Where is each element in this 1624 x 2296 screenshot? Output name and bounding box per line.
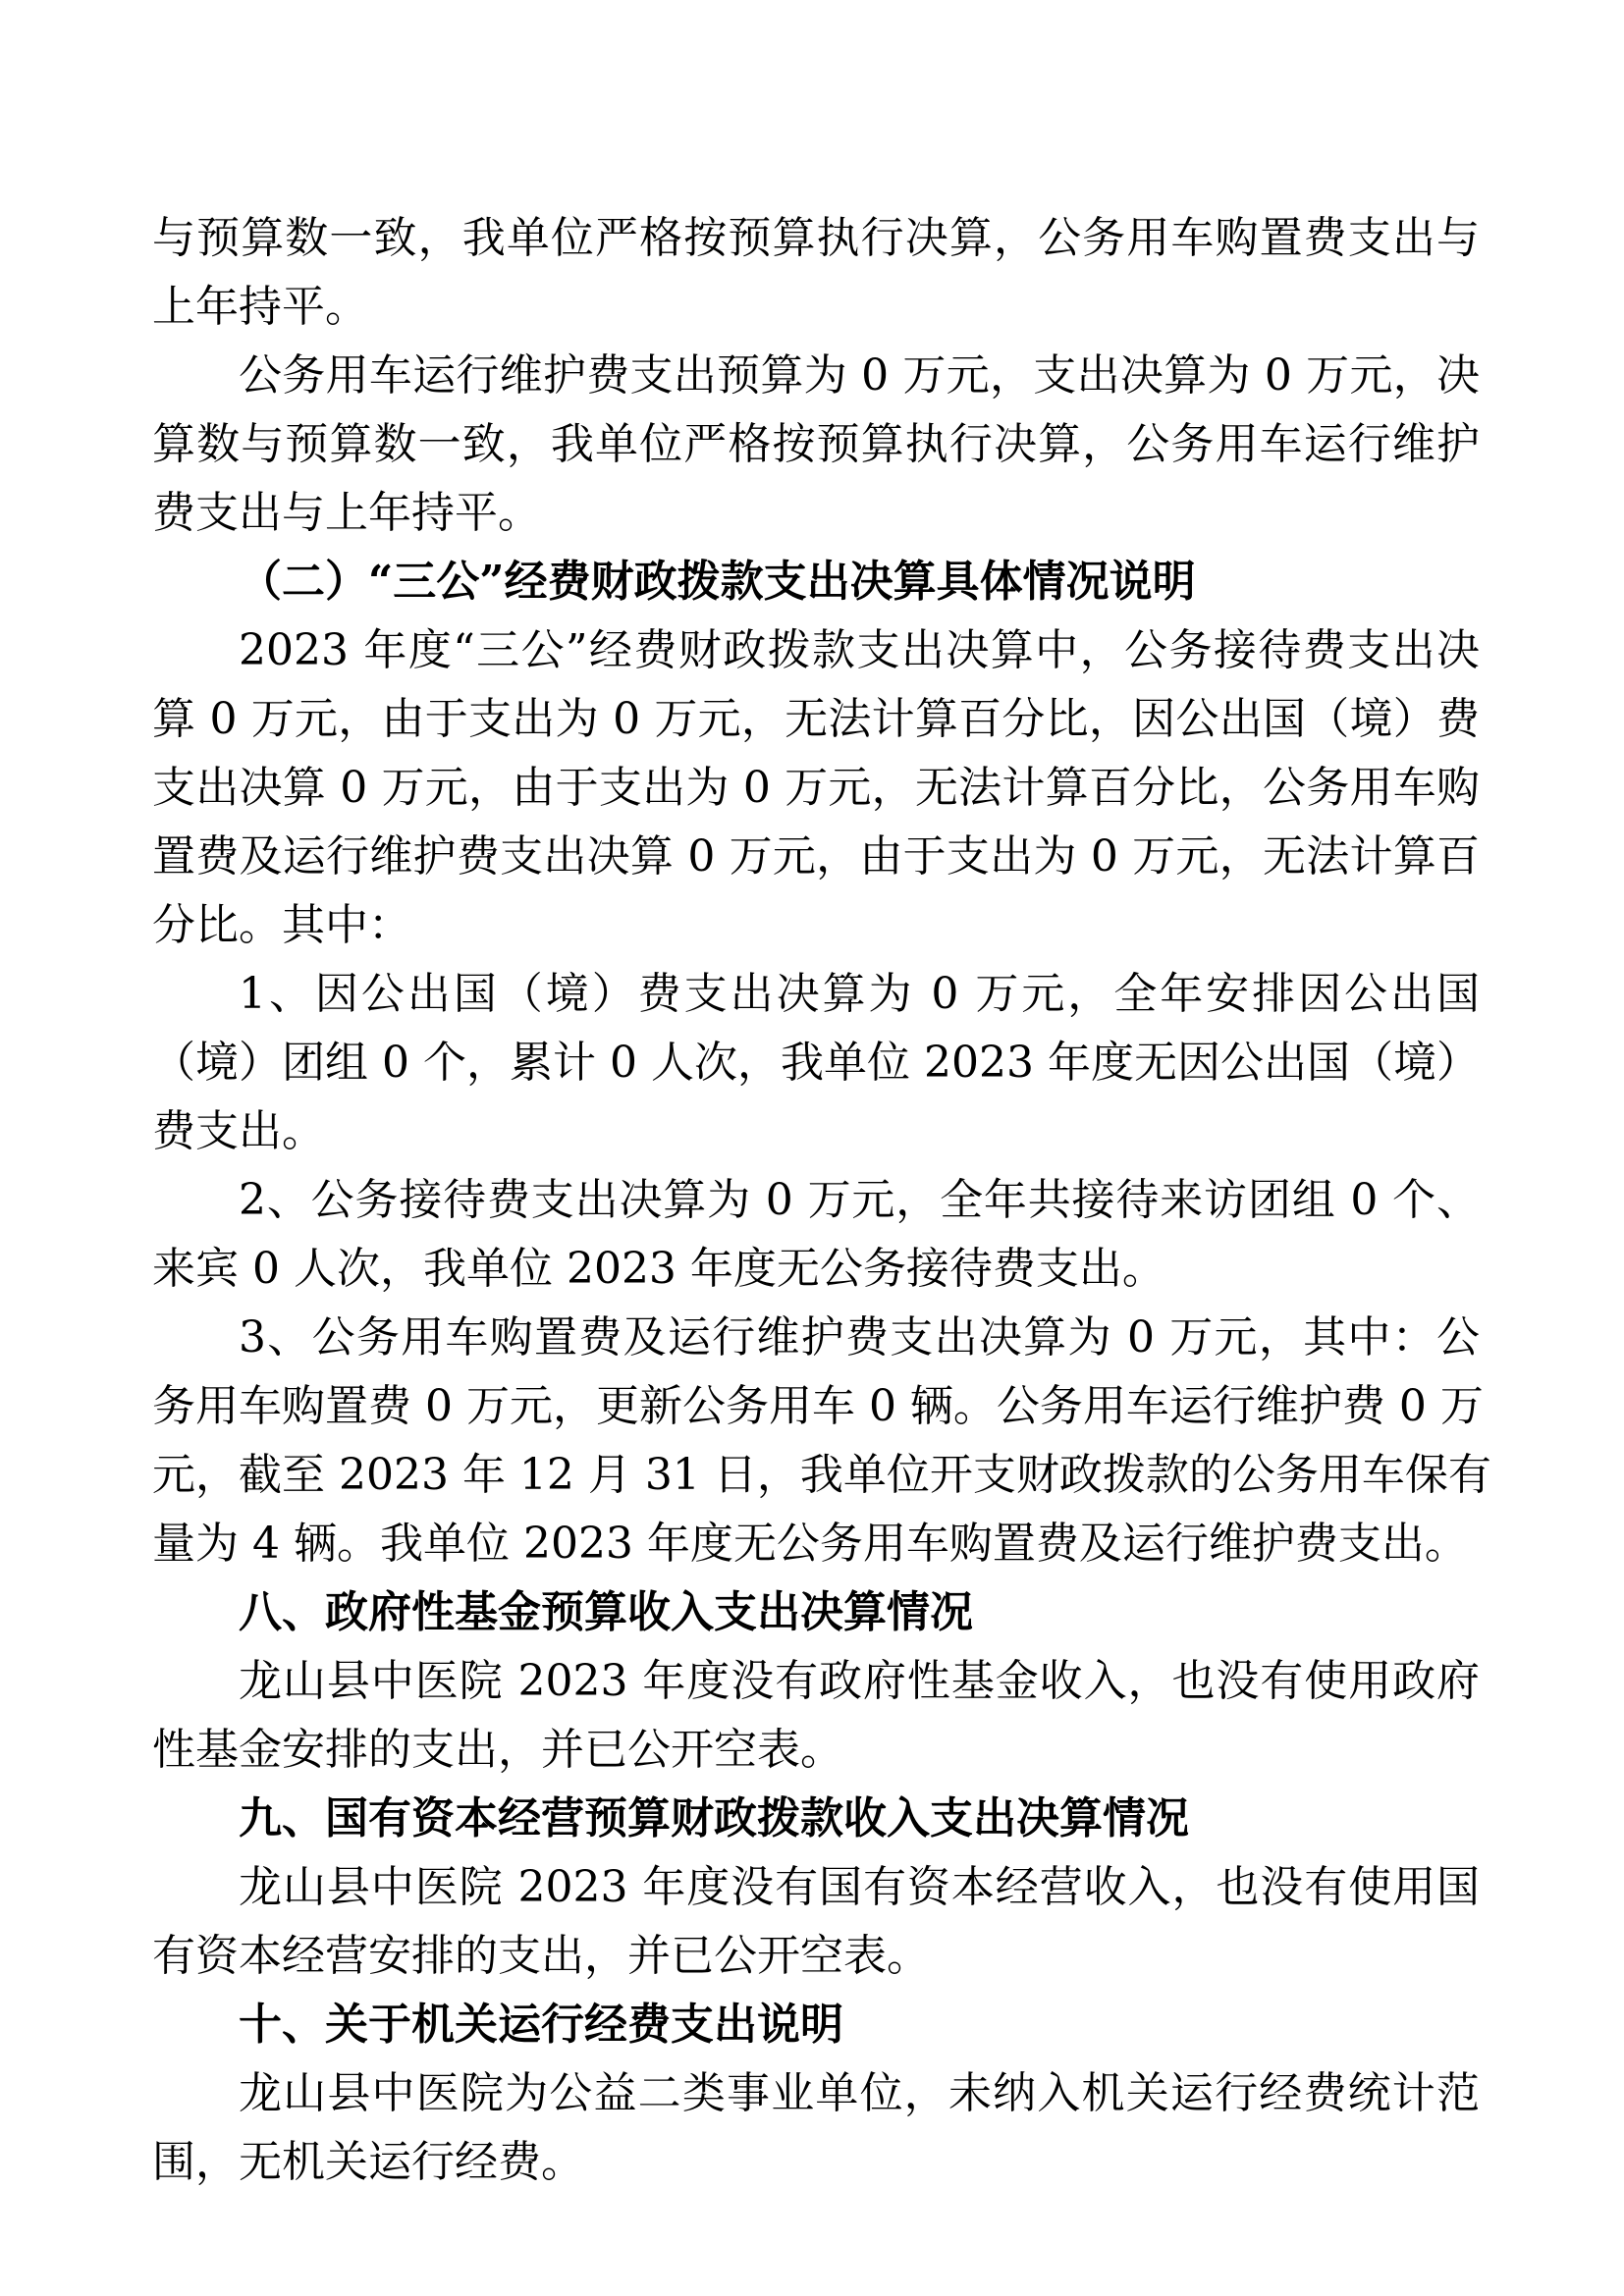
text-line: 算 0 万元，由于支出为 0 万元，无法计算百分比，因公出国（境）费 — [152, 694, 1480, 744]
subheading-three-public-expenses — [152, 548, 1480, 616]
paragraph-state-capital — [152, 1853, 1480, 1991]
text-line: 1、因公出国（境）费支出决算为 0 万元，全年安排因公出国 — [239, 969, 1480, 1019]
text-line: 费支出与上年持平。 — [152, 488, 541, 538]
paragraph-agency-operating — [152, 2059, 1480, 2197]
paragraph-government-fund — [152, 1647, 1480, 1785]
paragraph-official-vehicles — [152, 1304, 1491, 1578]
text-line: 性基金安排的支出，并已公开空表。 — [152, 1725, 843, 1775]
text-line: 龙山县中医院为公益二类事业单位，未纳入机关运行经费统计范 — [239, 2068, 1480, 2118]
heading-text: 九、国有资本经营预算财政拨款收入支出决算情况 — [239, 1793, 1189, 1843]
text-line: 量为 4 辆。我单位 2023 年度无公务用车购置费及运行维护费支出。 — [152, 1519, 1468, 1569]
paragraph-vehicle-purchase-continued — [152, 204, 1480, 342]
heading-text: 十、关于机关运行经费支出说明 — [239, 2000, 843, 2050]
text-line: （境）团组 0 个，累计 0 人次，我单位 2023 年度无因公出国（境） — [152, 1038, 1480, 1088]
text-line: 算数与预算数一致，我单位严格按预算执行决算，公务用车运行维护 — [152, 419, 1480, 469]
text-line: 来宾 0 人次，我单位 2023 年度无公务接待费支出。 — [152, 1244, 1165, 1294]
text-line: 有资本经营安排的支出，并已公开空表。 — [152, 1931, 930, 1981]
text-line: 置费及运行维护费支出决算 0 万元，由于支出为 0 万元，无法计算百 — [152, 831, 1480, 881]
text-line: 围，无机关运行经费。 — [152, 2137, 584, 2187]
text-line: 3、公务用车购置费及运行维护费支出决算为 0 万元，其中：公 — [239, 1312, 1480, 1362]
text-line: 2023 年度“三公”经费财政拨款支出决算中，公务接待费支出决 — [239, 625, 1480, 675]
heading-government-fund — [152, 1578, 1480, 1647]
subheading-text: （二）“三公”经费财政拨款支出决算具体情况说明 — [239, 557, 1196, 607]
paragraph-official-reception — [152, 1166, 1480, 1304]
text-line: 支出决算 0 万元，由于支出为 0 万元，无法计算百分比，公务用车购 — [152, 763, 1480, 813]
paragraph-vehicle-maintenance — [152, 342, 1480, 548]
paragraph-overseas-travel — [152, 960, 1480, 1166]
heading-text: 八、政府性基金预算收入支出决算情况 — [239, 1587, 973, 1637]
text-line: 公务用车运行维护费支出预算为 0 万元，支出决算为 0 万元，决 — [239, 350, 1480, 400]
heading-state-capital — [152, 1785, 1480, 1853]
text-line: 分比。其中： — [152, 900, 411, 950]
paragraph-three-public-summary — [152, 616, 1480, 960]
text-line: 与预算数一致，我单位严格按预算执行决算，公务用车购置费支出与 — [152, 213, 1480, 263]
text-line: 龙山县中医院 2023 年度没有国有资本经营收入，也没有使用国 — [239, 1862, 1480, 1912]
heading-agency-operating — [152, 1991, 1480, 2059]
text-line: 元，截至 2023 年 12 月 31 日，我单位开支财政拨款的公务用车保有 — [152, 1450, 1491, 1500]
text-line: 2、公务接待费支出决算为 0 万元，全年共接待来访团组 0 个、 — [239, 1175, 1480, 1225]
text-line: 上年持平。 — [152, 282, 368, 332]
document-page — [152, 204, 1491, 2197]
text-line: 务用车购置费 0 万元，更新公务用车 0 辆。公务用车运行维护费 0 万 — [152, 1381, 1484, 1431]
text-line: 龙山县中医院 2023 年度没有政府性基金收入，也没有使用政府 — [239, 1656, 1480, 1706]
text-line: 费支出。 — [152, 1106, 325, 1156]
